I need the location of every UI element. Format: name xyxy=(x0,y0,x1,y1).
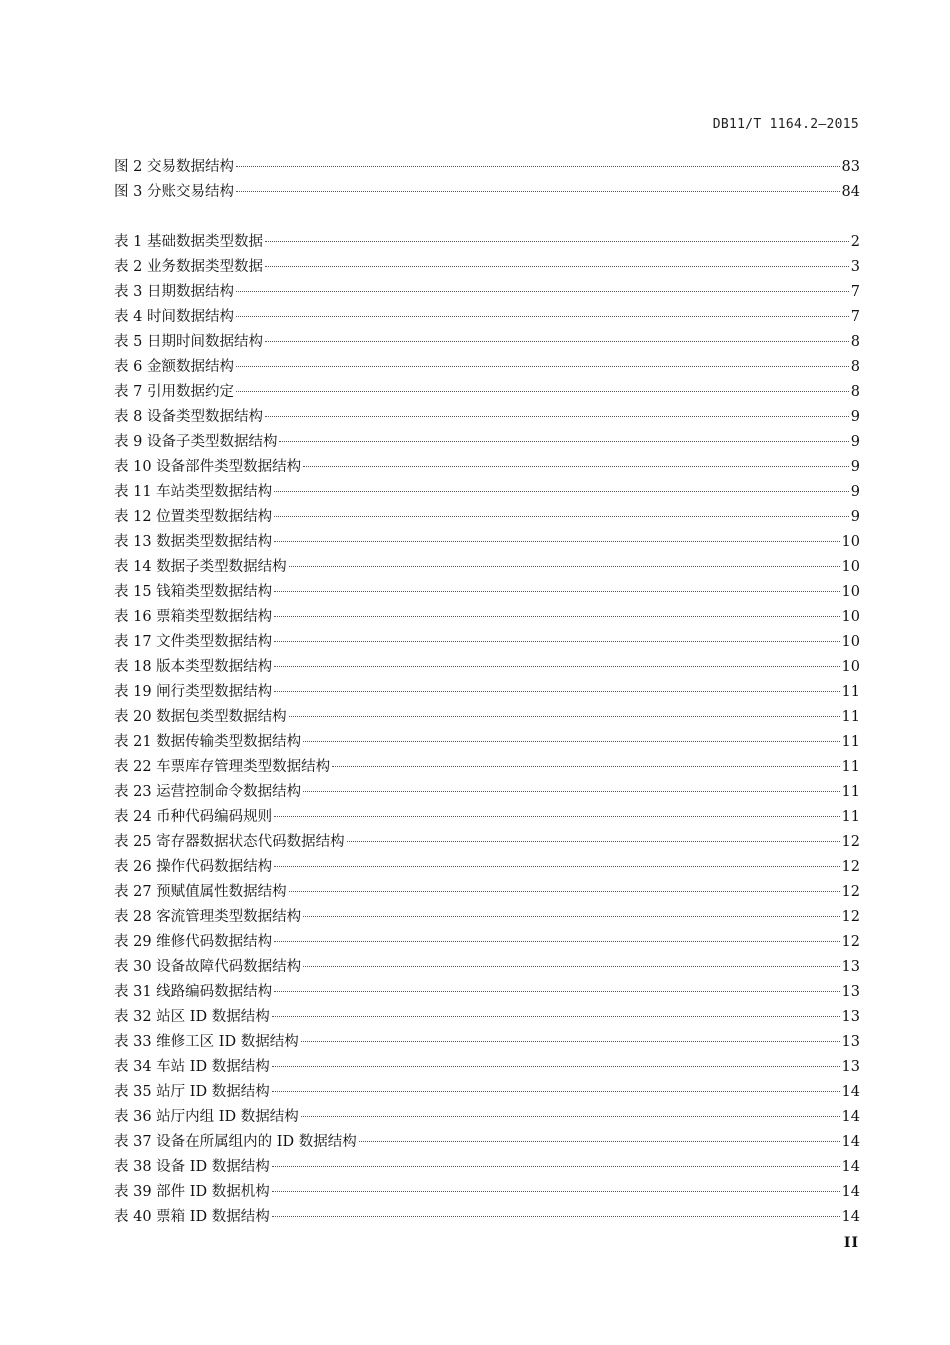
entry-label: 表 4 时间数据结构 xyxy=(114,309,234,325)
entry-label: 表 32 站区 ID 数据结构 xyxy=(114,1009,270,1025)
entry-label: 表 31 线路编码数据结构 xyxy=(114,984,273,1000)
entry-label: 表 19 闸行类型数据结构 xyxy=(114,684,273,700)
entry-label: 表 12 位置类型数据结构 xyxy=(114,509,273,525)
entry-page-number: 9 xyxy=(850,484,860,500)
dot-leader xyxy=(236,302,849,318)
entry-label: 表 29 维修代码数据结构 xyxy=(114,934,273,950)
dot-leader xyxy=(303,727,839,743)
entry-page-number: 11 xyxy=(841,809,860,825)
entry-label: 表 13 数据类型数据结构 xyxy=(114,534,273,550)
entry-page-number: 10 xyxy=(841,609,860,625)
entry-label: 表 33 维修工区 ID 数据结构 xyxy=(114,1034,299,1050)
entry-page-number: 10 xyxy=(841,534,860,550)
table-list xyxy=(114,230,860,1230)
dot-leader xyxy=(289,702,840,718)
entry-label: 表 28 客流管理类型数据结构 xyxy=(114,909,302,925)
dot-leader xyxy=(265,327,849,343)
entry-page-number: 9 xyxy=(850,509,860,525)
entry-page-number: 12 xyxy=(841,884,860,900)
dot-leader xyxy=(359,1127,840,1143)
dot-leader xyxy=(274,802,839,818)
entry-page-number: 13 xyxy=(841,959,860,975)
dot-leader xyxy=(236,152,840,168)
dot-leader xyxy=(274,852,839,868)
entry-page-number: 13 xyxy=(841,984,860,1000)
dot-leader xyxy=(303,952,839,968)
dot-leader xyxy=(265,227,849,243)
entry-label: 表 5 日期时间数据结构 xyxy=(114,334,263,350)
entry-label: 表 20 数据包类型数据结构 xyxy=(114,709,287,725)
entry-page-number: 14 xyxy=(841,1134,860,1150)
entry-page-number: 8 xyxy=(850,384,860,400)
entry-label: 表 7 引用数据约定 xyxy=(114,384,234,400)
entry-label: 表 27 预赋值属性数据结构 xyxy=(114,884,287,900)
entry-label: 表 16 票箱类型数据结构 xyxy=(114,609,273,625)
entry-page-number: 3 xyxy=(850,259,860,275)
entry-page-number: 10 xyxy=(841,659,860,675)
dot-leader xyxy=(332,752,839,768)
entry-label: 表 34 车站 ID 数据结构 xyxy=(114,1059,270,1075)
dot-leader xyxy=(272,1202,840,1218)
entry-label: 表 38 设备 ID 数据结构 xyxy=(114,1159,270,1175)
entry-label: 表 37 设备在所属组内的 ID 数据结构 xyxy=(114,1134,357,1150)
entry-label: 表 35 站厅 ID 数据结构 xyxy=(114,1084,270,1100)
dot-leader xyxy=(274,477,849,493)
entry-label: 表 6 金额数据结构 xyxy=(114,359,234,375)
entry-page-number: 8 xyxy=(850,359,860,375)
entry-page-number: 12 xyxy=(841,859,860,875)
entry-page-number: 14 xyxy=(841,1084,860,1100)
dot-leader xyxy=(301,1102,840,1118)
dot-leader xyxy=(274,577,839,593)
entry-page-number: 12 xyxy=(841,834,860,850)
dot-leader xyxy=(274,927,839,943)
entry-label: 表 17 文件类型数据结构 xyxy=(114,634,273,650)
dot-leader xyxy=(272,1152,840,1168)
dot-leader xyxy=(274,627,839,643)
entry-page-number: 14 xyxy=(841,1184,860,1200)
entry-page-number: 10 xyxy=(841,584,860,600)
entry-page-number: 11 xyxy=(841,784,860,800)
entry-label: 表 26 操作代码数据结构 xyxy=(114,859,273,875)
entry-page-number: 7 xyxy=(850,309,860,325)
dot-leader xyxy=(236,177,840,193)
entry-label: 表 24 币种代码编码规则 xyxy=(114,809,273,825)
entry-label: 表 1 基础数据类型数据 xyxy=(114,234,263,250)
dot-leader xyxy=(274,977,839,993)
dot-leader xyxy=(303,902,839,918)
dot-leader xyxy=(272,1177,840,1193)
entry-page-number: 13 xyxy=(841,1034,860,1050)
entry-page-number: 7 xyxy=(850,284,860,300)
entry-page-number: 10 xyxy=(841,634,860,650)
entry-label: 表 36 站厅内组 ID 数据结构 xyxy=(114,1109,299,1125)
dot-leader xyxy=(272,1002,840,1018)
dot-leader xyxy=(272,1052,840,1068)
entry-label: 表 23 运营控制命令数据结构 xyxy=(114,784,302,800)
figure-entry[interactable] xyxy=(114,180,860,205)
dot-leader xyxy=(236,277,849,293)
dot-leader xyxy=(301,1027,840,1043)
entry-page-number: 11 xyxy=(841,684,860,700)
entry-label: 表 18 版本类型数据结构 xyxy=(114,659,273,675)
dot-leader xyxy=(347,827,840,843)
table-entry[interactable] xyxy=(114,1205,860,1230)
dot-leader xyxy=(289,552,840,568)
entry-label: 表 21 数据传输类型数据结构 xyxy=(114,734,302,750)
entry-page-number: 11 xyxy=(841,734,860,750)
dot-leader xyxy=(265,252,849,268)
entry-label: 表 39 部件 ID 数据机构 xyxy=(114,1184,270,1200)
entry-label: 表 8 设备类型数据结构 xyxy=(114,409,263,425)
entry-label: 表 22 车票库存管理类型数据结构 xyxy=(114,759,331,775)
dot-leader xyxy=(303,452,849,468)
entry-label: 表 15 钱箱类型数据结构 xyxy=(114,584,273,600)
entry-page-number: 8 xyxy=(850,334,860,350)
entry-page-number: 83 xyxy=(841,159,860,175)
entry-label: 表 40 票箱 ID 数据结构 xyxy=(114,1209,270,1225)
entry-page-number: 11 xyxy=(841,759,860,775)
entry-label: 图 3 分账交易结构 xyxy=(114,184,234,200)
entry-page-number: 9 xyxy=(850,459,860,475)
dot-leader xyxy=(274,527,839,543)
page-number: II xyxy=(843,1235,859,1251)
dot-leader xyxy=(272,1077,840,1093)
dot-leader xyxy=(274,652,839,668)
entry-label: 表 3 日期数据结构 xyxy=(114,284,234,300)
figure-list xyxy=(114,155,860,205)
entry-label: 表 10 设备部件类型数据结构 xyxy=(114,459,302,475)
entry-label: 表 30 设备故障代码数据结构 xyxy=(114,959,302,975)
dot-leader xyxy=(274,677,839,693)
entry-page-number: 9 xyxy=(850,409,860,425)
entry-page-number: 14 xyxy=(841,1109,860,1125)
entry-page-number: 11 xyxy=(841,709,860,725)
entry-page-number: 12 xyxy=(841,909,860,925)
dot-leader xyxy=(265,402,849,418)
entry-label: 表 11 车站类型数据结构 xyxy=(114,484,273,500)
entry-page-number: 14 xyxy=(841,1209,860,1225)
entry-label: 表 9 设备子类型数据结构 xyxy=(114,434,278,450)
entry-label: 表 2 业务数据类型数据 xyxy=(114,259,263,275)
entry-page-number: 14 xyxy=(841,1159,860,1175)
entry-page-number: 2 xyxy=(850,234,860,250)
dot-leader xyxy=(289,877,840,893)
dot-leader xyxy=(236,377,849,393)
dot-leader xyxy=(274,502,849,518)
entry-page-number: 84 xyxy=(841,184,860,200)
entry-page-number: 13 xyxy=(841,1059,860,1075)
entry-label: 表 14 数据子类型数据结构 xyxy=(114,559,287,575)
dot-leader xyxy=(279,427,848,443)
entry-page-number: 13 xyxy=(841,1009,860,1025)
entry-label: 图 2 交易数据结构 xyxy=(114,159,234,175)
dot-leader xyxy=(236,352,849,368)
entry-page-number: 10 xyxy=(841,559,860,575)
entry-label: 表 25 寄存器数据状态代码数据结构 xyxy=(114,834,345,850)
entry-page-number: 12 xyxy=(841,934,860,950)
document-code: DB11/T 1164.2—2015 xyxy=(712,117,859,132)
dot-leader xyxy=(274,602,839,618)
entry-page-number: 9 xyxy=(850,434,860,450)
dot-leader xyxy=(303,777,839,793)
